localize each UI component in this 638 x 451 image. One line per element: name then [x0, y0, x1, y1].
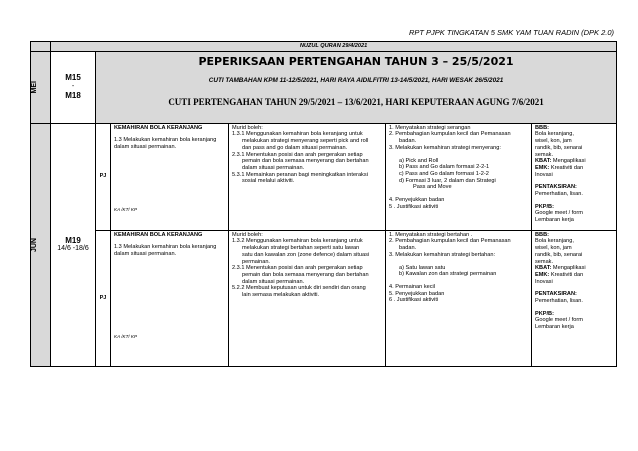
week-m19: M19 14/6 -18/6: [51, 123, 96, 366]
cuti-tambahan: CUTI TAMBAHAN KPM 11-12/5/2021, HARI RAYA AIDILFITRI 13-14/5/2021, HARI WESAK 26/5/2021: [208, 76, 504, 84]
ka-kt-kp: KA /KT/ KP: [114, 206, 138, 212]
objectives-column: Murid boleh: 1.3.2 Menggunakan kemahiran bola keranjang untuk melakukan strategi bertahan seperti satu lawan satu dan kawalan zon (zone defence) dalam situasi permainan. 2.3.1 Menentukan posisi dan arah pergerakan setiap pemain dan bola semasa menyerang dan bertahan dalam situasi permainan. 5.2.2 Membuat keputusan untuk diri sendiri dan orang lain semasa melakukan aktiviti.: [229, 230, 386, 366]
cuti-pertengahan: CUTI PERTENGAHAN TAHUN 29/5/2021 – 13/6/2021, HARI KEPUTERAAN AGUNG 7/6/2021: [168, 96, 544, 107]
month-mei: MEI: [31, 51, 51, 123]
page-header: RPT PJPK TINGKATAN 5 SMK YAM TUAN RADIN (DPK 2.0): [408, 28, 614, 37]
ka-kt-kp: KA /KT/ KP: [114, 333, 138, 339]
exam-holiday-banner: [96, 51, 617, 123]
mei-row: [31, 51, 617, 123]
month-jun: JUN: [31, 123, 51, 366]
standard-column: KEMAHIRAN BOLA KERANJANG 1.3 Melakukan kemahiran bola keranjang dalam situasi permainan. KA /KT/ KP: [111, 230, 229, 366]
jun-row-1: [31, 123, 617, 230]
week-m15-m18: M15 - M18: [51, 51, 96, 123]
jun-row-2: [31, 230, 617, 366]
nuzul-quran-label: NUZUL QURAN 29/4/2021: [51, 42, 617, 52]
activities-column: 1. Menyatakan strategi bertahan . 2. Pembahagian kumpulan kecil dan Pemanasan badan. 3. Melakukan kemahiran strategi bertahan: a) Satu lawan satu b) Kawalan zon dan strategi permainan 4. Permainan kecil 5. Penyejukkan badan 6 . Justifikasi aktiviti: [386, 230, 532, 366]
objectives-column: Murid boleh: 1.3.1 Menggunakan kemahiran bola keranjang untuk melakukan strategi menyerang seperti pick and roll dan pass and go dalam situasi permainan. 2.3.1 Menentukan posisi dan arah pergerakan setiap pemain dan bola semasa menyerang dan bertahan dalam situasi permainan. 5.3.1 Memainkan peranan bagi meningkatkan interaksi sosial melalui aktiviti.: [229, 123, 386, 230]
resources-column: BBB: Bola keranjang, wisel, kon, jam randik, bib, senarai semak. KBAT: Mengaplikasi EMK: Kreativiti dan Inovasi PENTAKSIRAN: Pemerhatian, lisan. PKP/B: Google meet / form Lembaran kerja: [532, 123, 617, 230]
lesson-plan-table: [30, 41, 617, 367]
activities-column: 1. Menyatakan strategi serangan 2. Pembahagian kumpulan kecil dan Pemanasan badan. 3. Melakukan kemahiran strategi menyerang: a) Pick and Roll b) Pass and Go dalam formasi 2-2-1 c) Pass and Go dalam formasi 1-2-2 d) Formasi 3 luar, 2 dalam dan Strategi Pass and Move 4. Penyejukkan badan 5 . Justifikasi aktiviti: [386, 123, 532, 230]
nuzul-row: [31, 42, 617, 52]
exam-title: PEPERIKSAAN PERTENGAHAN TAHUN 3 – 25/5/2021: [198, 54, 514, 68]
subject-pj: PJ: [96, 230, 111, 366]
resources-column: BBB: Bola keranjang, wisel, kon, jam randik, bib, senarai semak. KBAT: Mengaplikasi EMK: Kreativiti dan Inovasi PENTAKSIRAN: Pemerhatian, lisan. PKP/B: Google meet / form Lembaran kerja: [532, 230, 617, 366]
standard-column: KEMAHIRAN BOLA KERANJANG 1.3 Melakukan kemahiran bola keranjang dalam situasi permainan. KA /KT/ KP: [111, 123, 229, 230]
subject-pj: PJ: [96, 123, 111, 230]
